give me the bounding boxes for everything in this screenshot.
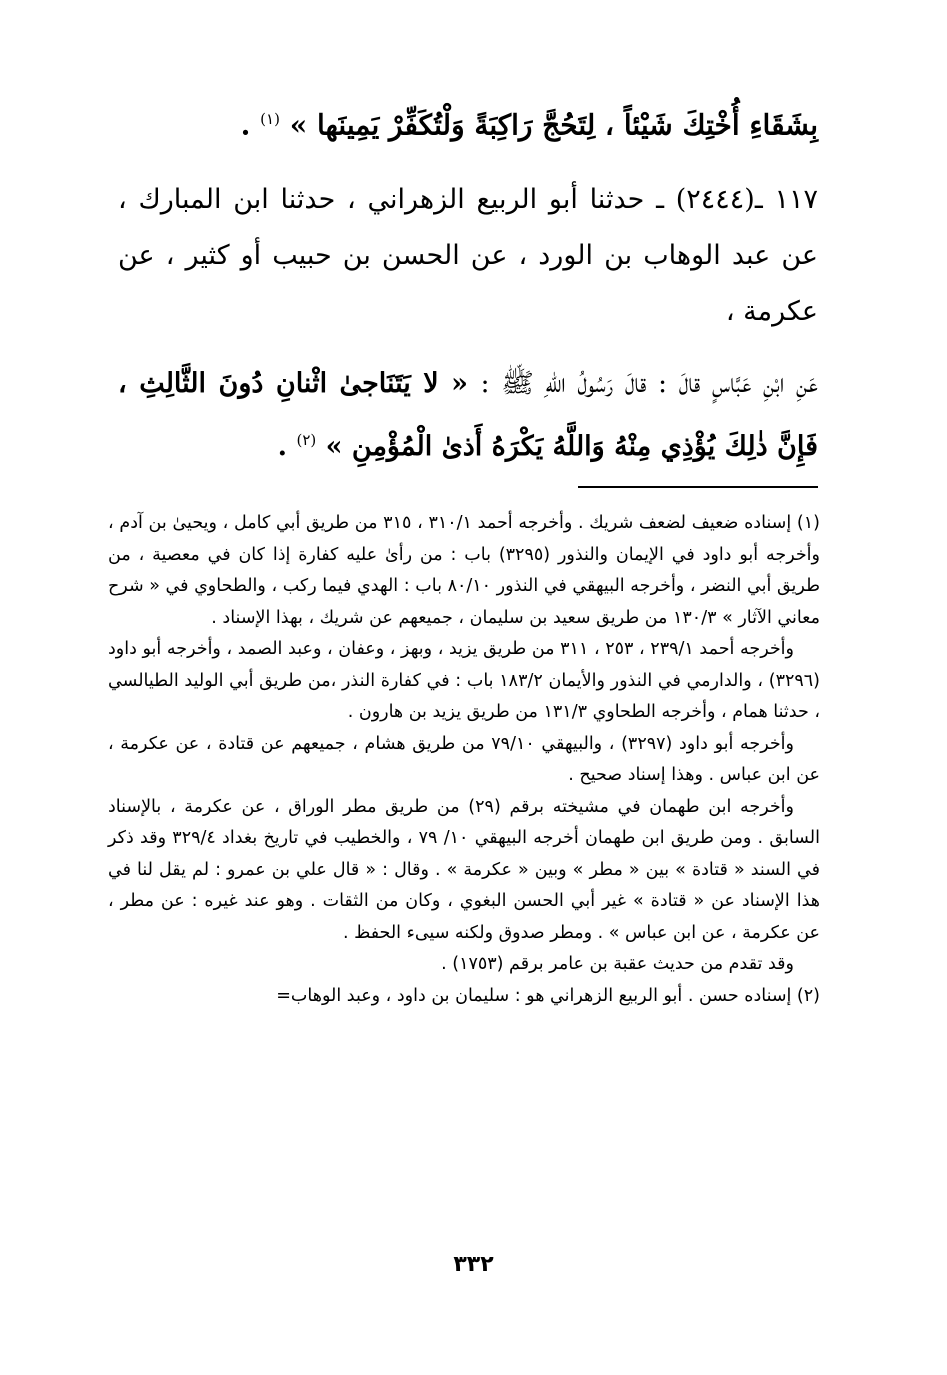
footnote-1-para-3: وأخرجه أبو داود (٣٢٩٧) ، والبيهقي ٧٩/١٠ من طريق هشام ، جميعهم عن قتادة ، عن عكرمة ، عن ابن عباس . وهذا إسناد صحيح . — [108, 733, 820, 785]
matn-text: « لا يَتَنَاجىٰ اثْنانِ دُونَ الثَّالِثِ ، فَإِنَّ ذٰلِكَ يُؤْذِي مِنْهُ وَاللَّهُ يَكْرَهُ أَذىٰ الْمُؤْمِنِ » — [118, 368, 818, 463]
footnote-1-para-2: وأخرجه أحمد ٢٣٩/١ ، ٢٥٣ ، ٣١١ من طريق يزيد ، وبهز ، وعفان ، وعبد الصمد ، وأخرجه أبو داود (٣٢٩٦) ، والدارمي في النذور والأيمان ١٨٣/٢ باب : في كفارة النذر ،من طريق أبي الوليد الطيالسي ، حدثنا همام ، وأخرجه الطحاوي ١٣١/٣ من طريق يزيد بن هارون . — [108, 639, 820, 722]
footnote-ref-2[interactable]: (٢) — [296, 431, 317, 450]
footnotes-block — [108, 508, 820, 1012]
hadith-number: ١١٧ ـ(٢٤٤٤) ـ — [656, 184, 818, 216]
hadith-isnad — [118, 172, 818, 340]
hadith-matn — [118, 356, 818, 475]
main-text-block — [118, 90, 818, 475]
footnote-separator — [578, 486, 818, 488]
continuation-end: . — [240, 108, 261, 142]
page-number: ٣٣٢ — [453, 1252, 494, 1277]
matn-intro: عَنِ ابْنِ عَبَّاسٍ قالَ : قالَ رَسُولُ اللهِ ﷺ : — [480, 368, 818, 400]
continuation-line — [118, 90, 818, 154]
footnote-1-para-1: (١) إسناده ضعيف لضعف شريك . وأخرجه أحمد ٣١٠/١ ، ٣١٥ من طريق أبي كامل ، ويحيىٰ بن آدم ، وأخرجه أبو داود في الإيمان والنذور (٣٢٩٥) باب : من رأىٰ عليه كفارة إذا كان في معصية ، من طريق أبي النضر ، وأخرجه البيهقي في النذور ٨٠/١٠ باب : الهدي فيما ركب ، والطحاوي في « شرح معاني الآثار » ١٣٠/٣ من طريق سعيد بن سليمان ، جميعهم عن شريك ، بهذا الإسناد . — [108, 513, 821, 628]
footnote-1-para-5: وقد تقدم من حديث عقبة بن عامر برقم (١٧٥٣) . — [441, 954, 794, 974]
matn-end: . — [277, 431, 297, 463]
footnote-1-para-4: وأخرجه ابن طهمان في مشيخته برقم (٢٩) من طريق مطر الوراق ، عن عكرمة ، بالإسناد السابق . ومن طريق ابن طهمان أخرجه البيهقي ١٠/ ٧٩ ، والخطيب في تاريخ بغداد ٣٢٩/٤ وقد ذكر في السند « قتادة » بين « مطر » وبين « عكرمة » . وقال : « قال علي بن عمرو : لم يقل لنا في هذا الإسناد عن « قتادة » غير أبي الحسن البغوي ، وكان من الثقات . وهو عند غيره : عن مطر ، عن عكرمة ، عن ابن عباس » . ومطر صدوق ولكنه سيىء الحفظ . — [108, 796, 820, 943]
footnote-2-para-1: (٢) إسناده حسن . أبو الربيع الزهراني هو : سليمان بن داود ، وعبد الوهاب= — [276, 985, 820, 1006]
isnad-text: حدثنا أبو الربيع الزهراني ، حدثنا ابن المبارك ، عن عبد الوهاب بن الورد ، عن الحسن بن حبيب أو كثير ، عن عكرمة ، — [118, 184, 818, 328]
footnote-ref-1[interactable]: (١) — [260, 110, 280, 128]
continuation-text: بِشَقَاءِ أُخْتِكَ شَيْئاً ، لِتَحُجَّ رَاكِبَةً وَلْتُكَفِّرْ يَمِينَها » — [289, 108, 818, 142]
